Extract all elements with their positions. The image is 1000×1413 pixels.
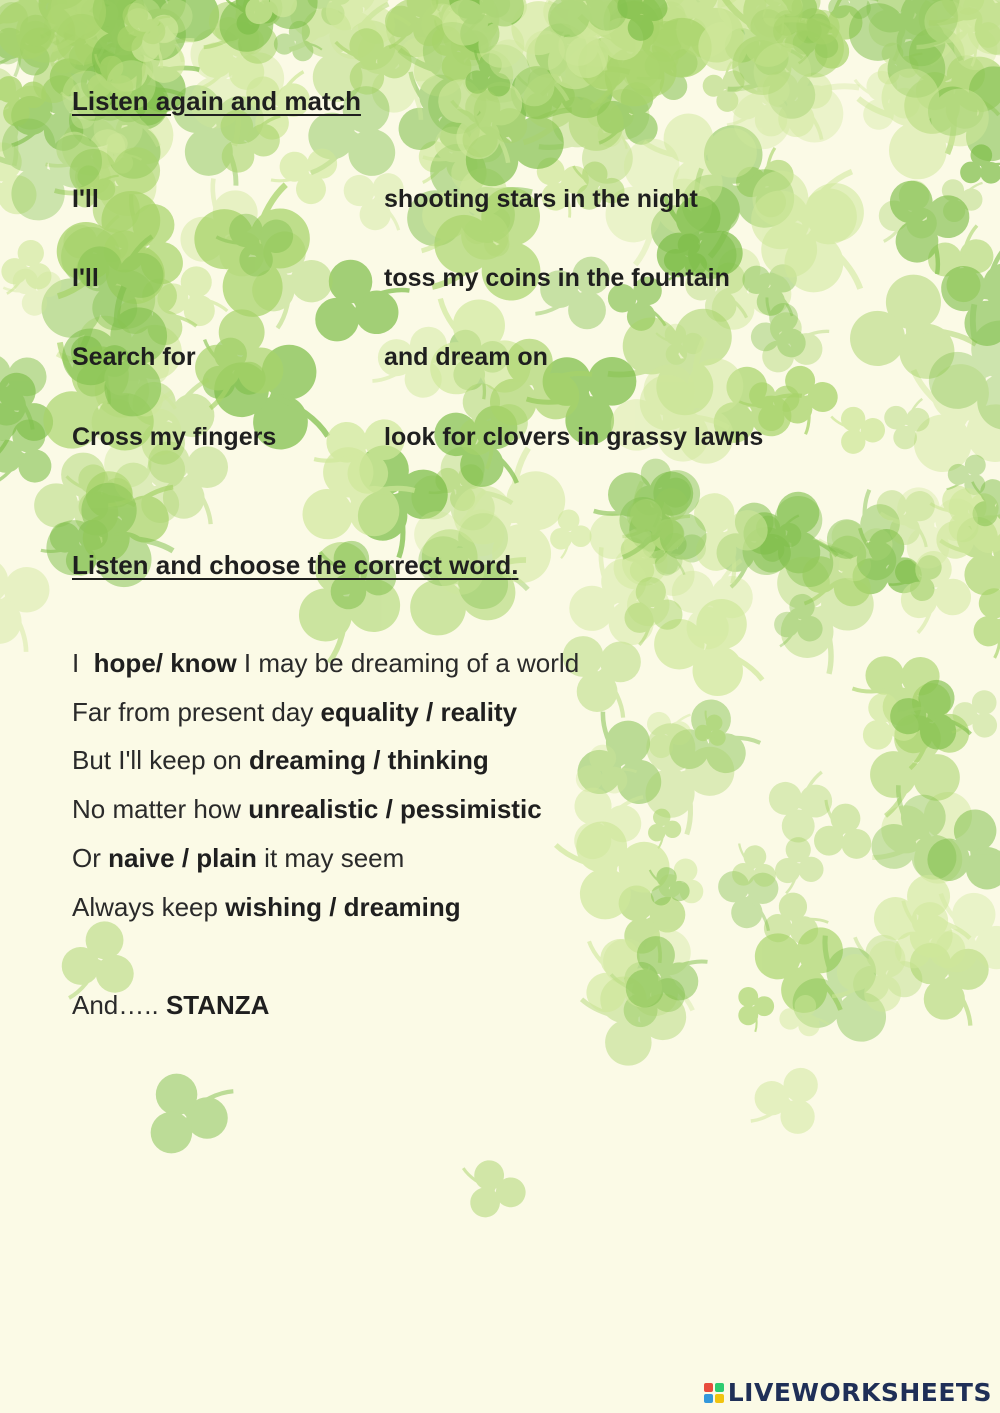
match-right-4[interactable]: look for clovers in grassy lawns xyxy=(384,423,764,451)
choose-heading-text: Listen and choose the correct word xyxy=(72,550,512,580)
logo-square xyxy=(704,1383,713,1392)
liveworksheets-logo[interactable] xyxy=(704,1378,992,1407)
lyric-pre: No matter how xyxy=(72,794,249,824)
logo-square xyxy=(715,1383,724,1392)
match-left-1[interactable]: I'll xyxy=(72,185,99,213)
closing-line xyxy=(72,990,269,1021)
lyric-line-4 xyxy=(72,794,542,825)
lyric-line-6 xyxy=(72,892,461,923)
logo-square xyxy=(704,1394,713,1403)
match-right-2[interactable]: toss my coins in the fountain xyxy=(384,264,730,292)
lyric-post: it may seem xyxy=(256,843,405,873)
word-choice[interactable]: wishing / dreaming xyxy=(225,892,461,922)
lyric-pre: I xyxy=(72,648,94,678)
match-left-3[interactable]: Search for xyxy=(72,343,196,371)
lyric-pre: Or xyxy=(72,843,109,873)
lyric-post: I may be dreaming of a world xyxy=(236,648,580,678)
lyric-pre: Far from present day xyxy=(72,697,321,727)
closing-word: STANZA xyxy=(165,990,270,1020)
word-choice[interactable]: hope/ know xyxy=(93,648,237,678)
match-left-2[interactable]: I'll xyxy=(72,264,99,292)
match-right-3[interactable]: and dream on xyxy=(384,343,548,371)
choose-heading-punct: . xyxy=(511,550,519,580)
word-choice[interactable]: naive / plain xyxy=(108,843,257,873)
lyric-line-1 xyxy=(72,648,579,679)
lyric-pre: Always keep xyxy=(72,892,226,922)
logo-mark-icon xyxy=(704,1383,724,1403)
match-right-1[interactable]: shooting stars in the night xyxy=(384,185,698,213)
logo-text: LIVEWORKSHEETS xyxy=(727,1378,992,1407)
logo-square xyxy=(715,1394,724,1403)
lyric-pre: But I'll keep on xyxy=(72,745,249,775)
lyric-line-5 xyxy=(72,843,404,874)
lyric-line-3 xyxy=(72,745,489,776)
word-choice[interactable]: unrealistic / pessimistic xyxy=(248,794,542,824)
choose-heading xyxy=(72,550,518,581)
word-choice[interactable]: dreaming / thinking xyxy=(248,745,489,775)
lyric-line-2 xyxy=(72,697,517,728)
word-choice[interactable]: equality / reality xyxy=(320,697,518,727)
match-heading: Listen again and match xyxy=(72,86,361,116)
closing-pre: And….. xyxy=(72,990,166,1020)
match-left-4[interactable]: Cross my fingers xyxy=(72,423,277,451)
